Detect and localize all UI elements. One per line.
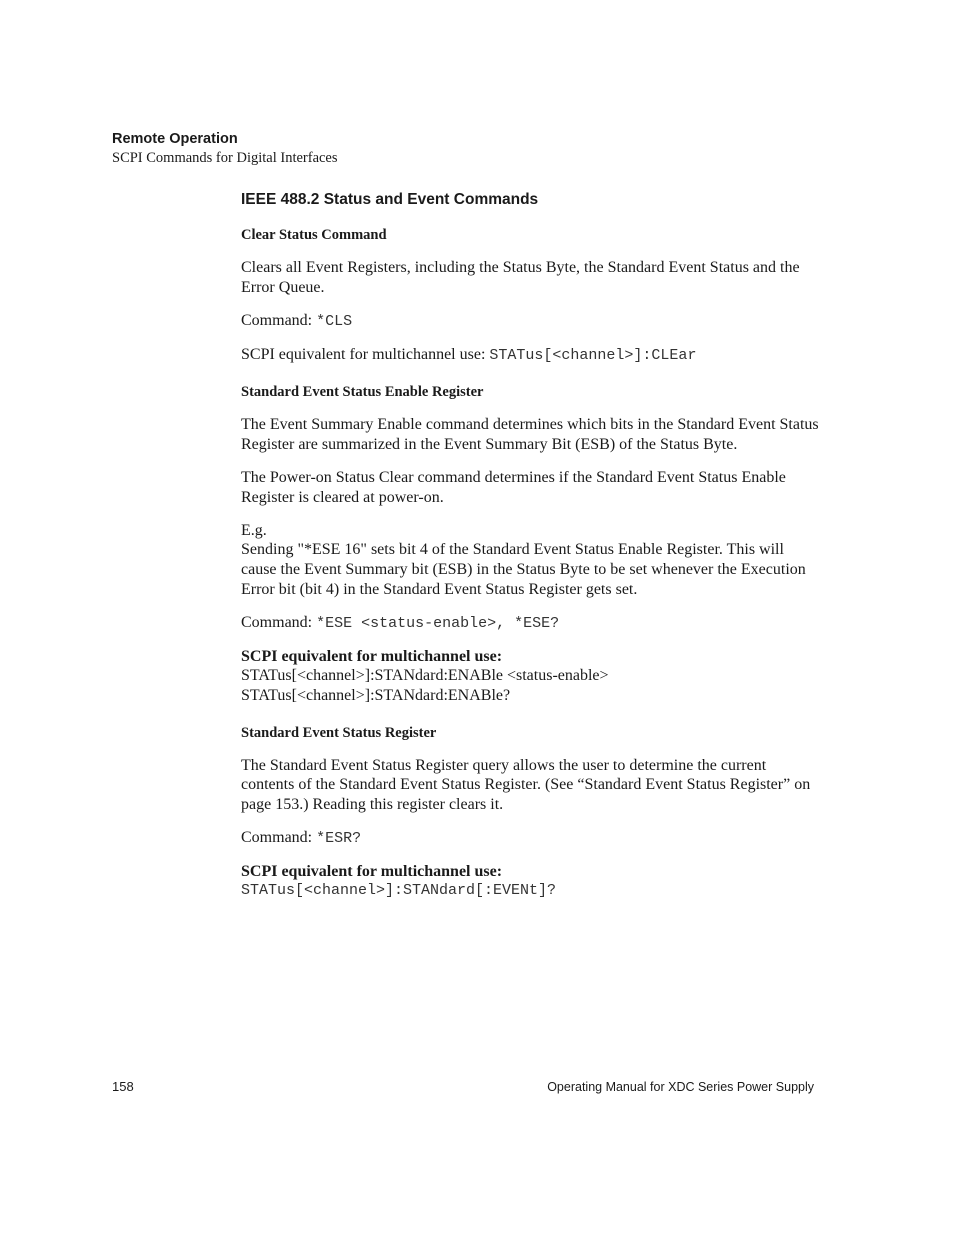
page-number: 158 bbox=[112, 1079, 134, 1094]
chapter-subtitle: SCPI Commands for Digital Interfaces bbox=[112, 150, 338, 166]
esr-command-line bbox=[241, 828, 821, 849]
esr-heading: Standard Event Status Register bbox=[241, 724, 437, 741]
clear-status-description: Clears all Event Registers, including the Status Byte, the Standard Event Status and the Error Queue. bbox=[241, 259, 800, 296]
command-label: Command: bbox=[241, 828, 317, 846]
main-content bbox=[241, 190, 821, 915]
esr-scpi-block bbox=[241, 862, 821, 901]
example-text: Sending "*ESE 16" sets bit 4 of the Standard Event Status Enable Register. This will cause the Event Summary bit (ESB) in the Status Byte to be set whenever the Execution Error bit (bit 4) in the Standard Event Status Register gets set. bbox=[241, 541, 806, 598]
ese-command-line bbox=[241, 613, 821, 634]
command-label: Command: bbox=[241, 613, 317, 631]
clear-status-command: *CLS bbox=[316, 312, 353, 330]
scpi-label: SCPI equivalent for multichannel use: bbox=[241, 345, 490, 363]
ese-example bbox=[241, 521, 821, 599]
clear-status-command-line bbox=[241, 311, 821, 332]
page-header bbox=[112, 130, 338, 167]
esr-command: *ESR? bbox=[316, 829, 362, 847]
command-label: Command: bbox=[241, 311, 317, 329]
chapter-title: Remote Operation bbox=[112, 131, 238, 147]
scpi-label: SCPI equivalent for multichannel use: bbox=[241, 862, 503, 880]
clear-status-heading: Clear Status Command bbox=[241, 227, 387, 243]
manual-title: Operating Manual for XDC Series Power Supply bbox=[547, 1080, 814, 1094]
section-title: IEEE 488.2 Status and Event Commands bbox=[241, 191, 539, 208]
clear-status-scpi-line bbox=[241, 345, 821, 366]
ese-scpi-line-1: STATus[<channel>]:STANdard:ENABle <status-enable> bbox=[241, 667, 609, 685]
ese-command: *ESE <status-enable>, *ESE? bbox=[316, 614, 560, 632]
ese-scpi-line-2: STATus[<channel>]:STANdard:ENABle? bbox=[241, 686, 511, 704]
scpi-label: SCPI equivalent for multichannel use: bbox=[241, 647, 503, 665]
esr-description: The Standard Event Status Register query allows the user to determine the current contents of the Standard Event Status Register. (See “Standard Event Status Register” on page 153.) Reading this register clears it. bbox=[241, 756, 811, 813]
esr-scpi: STATus[<channel>]:STANdard[:EVENt]? bbox=[241, 882, 557, 900]
clear-status-scpi: STATus[<channel>]:CLEar bbox=[489, 346, 697, 364]
ese-para-1: The Event Summary Enable command determines which bits in the Standard Event Status Register are summarized in the Event Summary Bit (ESB) of the Status Byte. bbox=[241, 416, 819, 453]
example-label: E.g. bbox=[241, 521, 267, 539]
ese-scpi-block bbox=[241, 647, 821, 706]
ese-para-2: The Power-on Status Clear command determines if the Standard Event Status Enable Register is cleared at power-on. bbox=[241, 469, 786, 506]
ese-heading: Standard Event Status Enable Register bbox=[241, 384, 484, 401]
